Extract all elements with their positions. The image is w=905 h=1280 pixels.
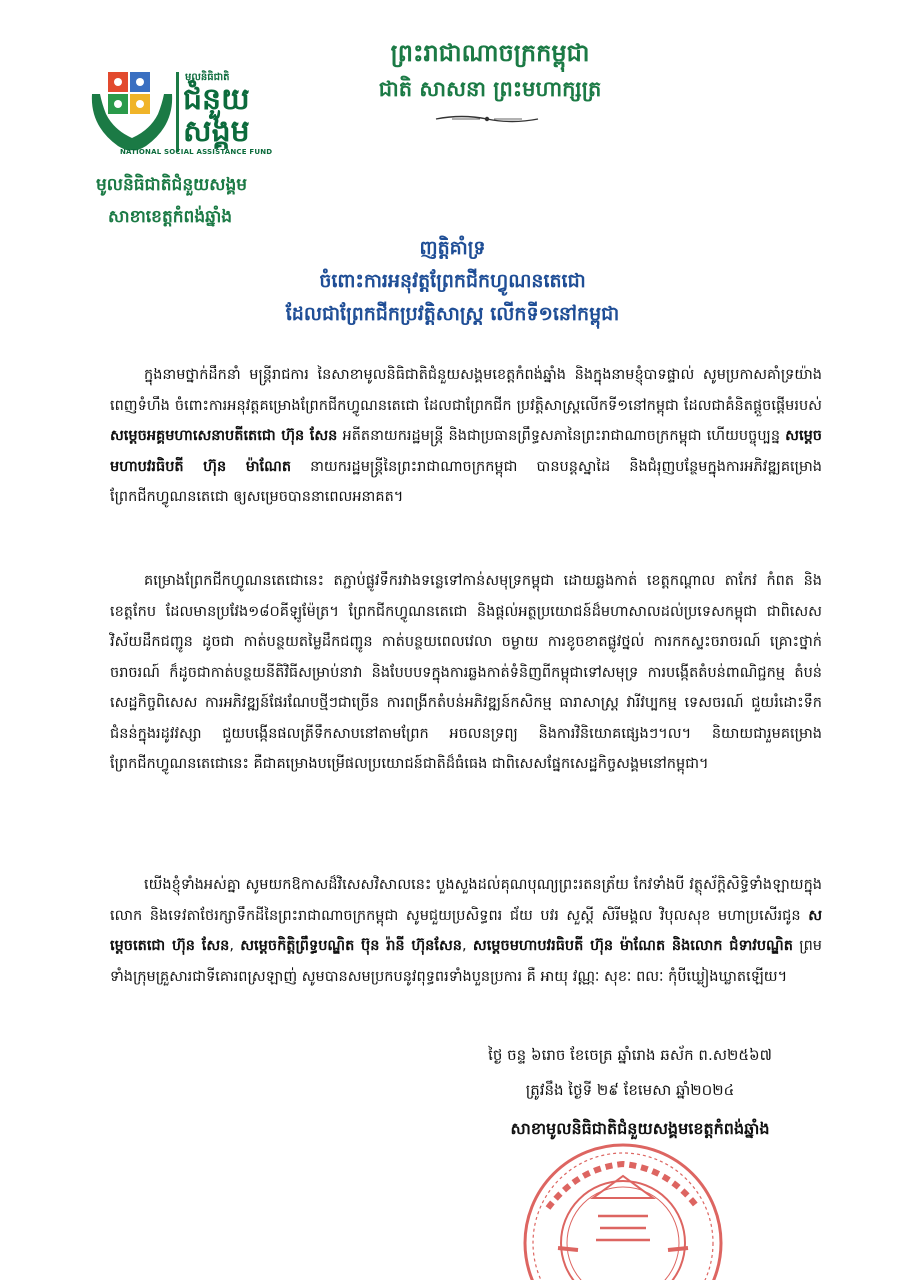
date-lunar: ថ្ងៃ ចន្ទ ៦រោច ខែចេត្រ ឆ្នាំរោង ឆស័ក ព.ស២៥៦៧: [488, 1046, 772, 1064]
logo-wordmark: [183, 72, 293, 152]
kingdom-title: ព្រះរាជាណាចក្រកម្ពុជា: [390, 39, 590, 67]
paragraph-1: [110, 360, 822, 513]
p3-name-bun-rany: សម្តេចកិត្តិព្រឹទ្ធបណ្ឌិត ប៊ុន រ៉ានី ហ៊ុនសែន: [240, 938, 462, 954]
title-line-3: ដែលជាព្រែកជីកប្រវត្តិសាស្ត្រ លើកទី១នៅកម្ពុជា: [285, 303, 620, 325]
p3-name-techo: សម្តេចតេជោ ហ៊ុន សែន: [110, 907, 822, 954]
paragraph-2: គម្រោងព្រែកជីកហ្វូណនតេជោនេះ តភ្ជាប់ផ្លូវទឹករវាងទន្លេទៅកាន់សមុទ្រកម្ពុជា ដោយឆ្លងកាត់ ខេត្តកណ្តាល តាកែវ កំពត និងខេត្តកែប ដែលមានប្រវែង១៨០គីឡូម៉ែត្រ។ ព្រែកជីកហ្វូណនតេជោ និងផ្តល់អត្ថប្រយោជន៍ដ៏មហាសាលដល់ប្រទេសកម្ពុជា ជាពិសេសវិស័យដឹកជញ្ជូន ដូចជា កាត់បន្ថយតម្លៃដឹកជញ្ជូន កាត់បន្ថយពេលវេលា ចម្ងាយ ការខូចខាតផ្លូវថ្នល់ ការកកស្ទះចរាចរណ៍ គ្រោះថ្នាក់ចរាចរណ៍ ក៏ដូចជាកាត់បន្ថយនីតិវិធីសម្រាប់នាវា និងបែបបទក្នុងការឆ្លងកាត់ទំនិញពីកម្ពុជាទៅសមុទ្រ ការបង្កើតតំបន់ពាណិជ្ជកម្ម តំបន់សេដ្ឋកិច្ចពិសេស ការអភិវឌ្ឍន៍ផែរណែបថ្មីៗជាច្រើន ការពង្រីកតំបន់អភិវឌ្ឍន៍កសិកម្ម ធារាសាស្ត្រ វារីវប្បកម្ម ទេសចរណ៍ ជួយរំដោះទឹកជំនន់ក្នុងរដូវវស្សា ជួយបង្កើនផលត្រីទឹកសាបនៅតាមព្រែក អចលនទ្រព្យ និងការវិនិយោគផ្សេងៗ។ល។ និយាយជារួមគម្រោងព្រែកជីកហ្វូណនតេជោនេះ គឺជាគម្រោងបម្រើផលប្រយោជន៍ជាតិដ៏ធំធេង ជាពិសេសផ្នែកសេដ្ឋកិច្ចសង្គមនៅកម្ពុជា។: [110, 573, 822, 772]
org-name: មូលនិធិជាតិជំនួយសង្គម: [96, 175, 248, 195]
logo-divider: [176, 72, 180, 152]
petition-title: [0, 232, 905, 331]
p3-sep-1: ,: [229, 938, 241, 954]
logo-small-text: មូលនិធិជាតិ: [185, 72, 230, 83]
title-line-2: ចំពោះការអនុវត្តព្រែកជីកហ្វូណនតេជោ: [319, 270, 586, 292]
p3-text-a: យើងខ្ញុំទាំងអស់គ្នា សូមយកឱកាសដ៏វិសេសវិសាលនេះ បួងសួងដល់គុណបុណ្យព្រះរតនត្រ័យ កែវទាំងបី វត្ថុស័ក្តិសិទ្ធិទាំងឡាយក្នុងលោក និងទេវតាថែរក្សាទឹកដីនៃព្រះរាជាណាចក្រកម្ពុជា សូមជួយប្រសិទ្ធពរ ជ័យ បវរ សួស្តី សិរីមង្គល វិបុលសុខ មហាប្រសើរជូន: [110, 877, 822, 924]
logo-big-text-2: សង្គម: [183, 114, 250, 149]
p1-text-c: អតីតនាយករដ្ឋមន្ត្រី និងជាប្រធានព្រឹទ្ធសភានៃព្រះរាជាណាចក្រកម្ពុជា ហើយបច្ចុប្បន្ន: [337, 428, 786, 444]
p3-sep-2: ,: [461, 938, 473, 954]
p3-text-g: ព្រមទាំងក្រុមគ្រួសារជាទីគោរពស្រឡាញ់ សូមបានសមប្រកបនូវពុទ្ធពរទាំងបួនប្រការ គឺ អាយុ វណ្ណៈ សុខៈ ពលៈ កុំបីឃ្លៀងឃ្លាតឡើយ។: [110, 938, 822, 985]
fund-english-name: NATIONAL SOCIAL ASSISTANCE FUND: [120, 148, 273, 156]
p1-text-a: ក្នុងនាមថ្នាក់ដឹកនាំ មន្ត្រីរាជការ នៃសាខាមូលនិធិជាតិជំនួយសង្គមខេត្តកំពង់ឆ្នាំង និងក្នុងនាមខ្ញុំបាទផ្ទាល់ សូមប្រកាសគាំទ្រយ៉ាងពេញទំហឹង ចំពោះការអនុវត្តគម្រោងព្រែកជីកហ្វូណនតេជោ ដែលជាព្រែកជីក ប្រវត្តិសាស្ត្រលើកទី១នៅកម្ពុជា ដែលជាគំនិតផ្តួចផ្តើមរបស់: [110, 367, 822, 414]
ornament-divider: [432, 112, 542, 126]
paragraph-3: [110, 870, 822, 992]
hands-logo-icon: [88, 64, 178, 159]
title-line-1: ញត្តិគាំទ្រ: [419, 237, 486, 259]
p1-name-hun-manet: សម្តេចមហាបវរធិបតី ហ៊ុន ម៉ាណែត: [110, 428, 822, 475]
date-solar: ត្រូវនឹង ថ្ងៃទី ២៩ ខែមេសា ឆ្នាំ២០២៤: [525, 1081, 735, 1099]
signer-name: សាខាមូលនិធិជាតិជំនួយសង្គមខេត្តកំពង់ឆ្នាំង: [510, 1119, 770, 1138]
p1-name-hun-sen: សម្តេចអគ្គមហាសេនាបតីតេជោ ហ៊ុន សែន: [110, 428, 338, 444]
official-seal-icon: [518, 1138, 728, 1280]
national-motto: ជាតិ សាសនា ព្រះមហាក្សត្រ: [378, 77, 602, 101]
logo-big-text-1: ជំនួយ: [183, 82, 250, 117]
p3-name-manet: សម្តេចមហាបវរធិបតី ហ៊ុន ម៉ាណែត និងលោក ជំទាវបណ្ឌិត: [472, 938, 793, 954]
org-branch: សាខាខេត្តកំពង់ឆ្នាំង: [108, 207, 233, 227]
p1-text-e: នាយករដ្ឋមន្ត្រីនៃព្រះរាជាណាចក្រកម្ពុជា បានបន្តស្នាដៃ និងជំរុញបន្ថែមក្នុងការអភិវឌ្ឍគម្រោងព្រែកជីកហ្វូណនតេជោ ឲ្យសម្រេចបាននាពេលអនាគត។: [110, 458, 822, 505]
